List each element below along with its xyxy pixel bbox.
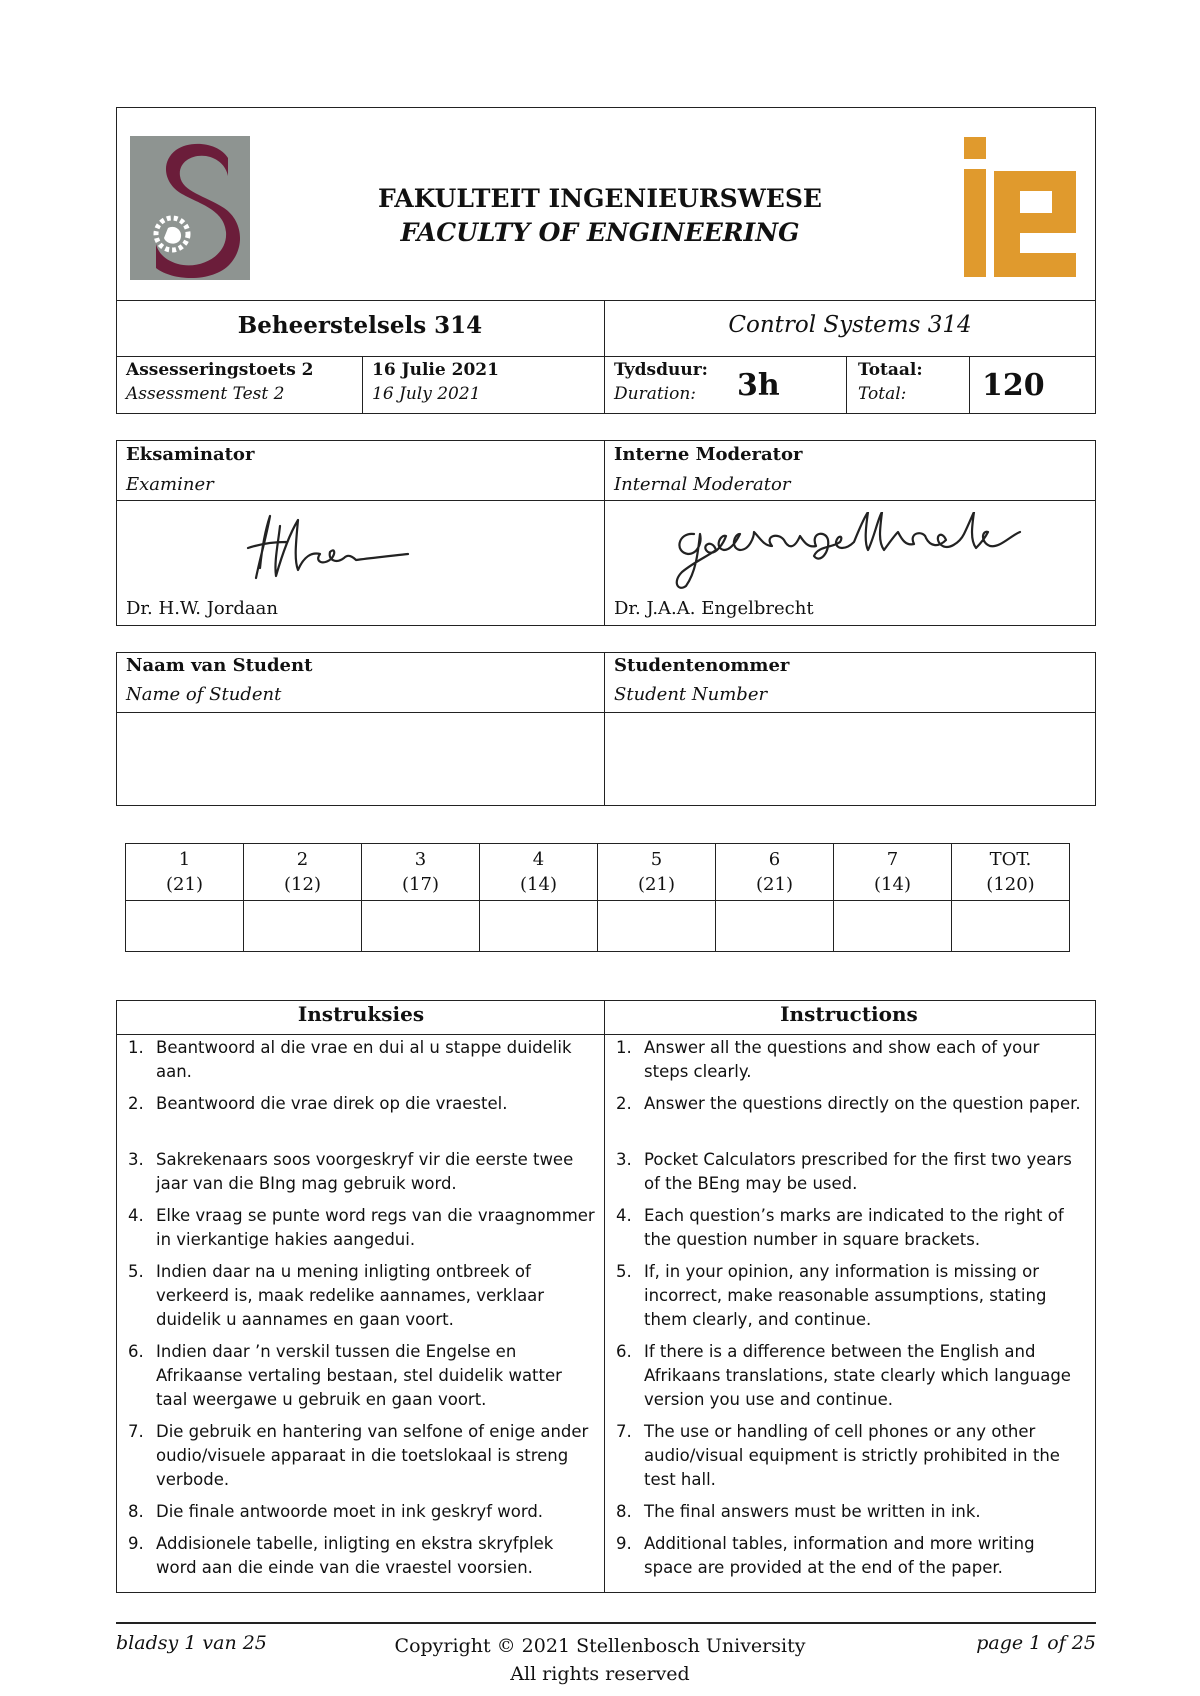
student-number-label-en: Student Number (614, 684, 768, 705)
course-title-af: Beheerstelsels 314 (237, 312, 483, 339)
instruction-item-en: 9. Additional tables, information and more writing space are provided at the end of the paper. (616, 1534, 1035, 1577)
instruction-item-en: 4. Each question’s marks are indicated to the right of the question number in square brackets. (616, 1206, 1064, 1249)
marks-entry-q1[interactable] (126, 901, 244, 952)
examiner-label-af: Eksaminator (126, 444, 255, 465)
marks-entry-row (126, 901, 1070, 952)
examiner-signature (240, 508, 410, 584)
instruction-item-en: 1. Answer all the questions and show each of your steps clearly. (616, 1038, 1040, 1081)
instructions-list-af (128, 1036, 598, 1588)
marks-entry-q4[interactable] (480, 901, 598, 952)
total-label-af: Totaal: (858, 360, 923, 380)
instruction-item-en: 3. Pocket Calculators prescribed for the first two years of the BEng may be used. (616, 1150, 1072, 1193)
marks-cell-total: TOT. (120) (952, 844, 1070, 901)
student-number-field[interactable] (606, 714, 1094, 804)
marks-entry-q6[interactable] (716, 901, 834, 952)
test-date-af: 16 Julie 2021 (372, 360, 499, 380)
instruction-item-af: 5. Indien daar na u mening inligting ontbreek of verkeerd is, maak redelike aannames, verklaar duidelik u aannames en gaan voort. (128, 1262, 545, 1329)
rights-line: All rights reserved (510, 1663, 690, 1685)
moderator-label-en: Internal Moderator (614, 474, 791, 495)
copyright-line: Copyright © 2021 Stellenbosch University (394, 1635, 806, 1657)
instruction-item-en: 8. The final answers must be written in ink. (616, 1502, 981, 1521)
marks-cell-q5: 5 (21) (598, 844, 716, 901)
duration-label-af: Tydsduur: (614, 360, 708, 380)
marks-cell-q3: 3 (17) (362, 844, 480, 901)
instruction-item-af: 9. Addisionele tabelle, inligting en ekstra skryfplek word aan die einde van die vraestel voorsien. (128, 1534, 554, 1577)
moderator-name: Dr. J.A.A. Engelbrecht (614, 598, 814, 619)
marks-cell-q6: 6 (21) (716, 844, 834, 901)
marks-cell-q1: 1 (21) (126, 844, 244, 901)
instruction-item-en: 2. Answer the questions directly on the question paper. (616, 1094, 1081, 1113)
moderator-signature (668, 512, 1028, 592)
faculty-title-af: FAKULTEIT INGENIEURSWESE (378, 184, 822, 213)
marks-entry-q2[interactable] (244, 901, 362, 952)
student-number-label-af: Studentenommer (614, 655, 790, 676)
footer-page-af: bladsy 1 van 25 (116, 1632, 267, 1654)
student-name-label-af: Naam van Student (126, 655, 313, 676)
instruction-item-en: 7. The use or handling of cell phones or any other audio/visual equipment is strictly prohibited in the test hall. (616, 1422, 1060, 1489)
marks-entry-total[interactable] (952, 901, 1070, 952)
marks-cell-q2: 2 (12) (244, 844, 362, 901)
instructions-heading-en: Instructions (780, 1002, 918, 1026)
marks-entry-q5[interactable] (598, 901, 716, 952)
marks-entry-q7[interactable] (834, 901, 952, 952)
marks-table (125, 843, 1070, 952)
footer-rule (116, 1622, 1096, 1624)
instruction-item-af: 1. Beantwoord al die vrae en dui al u stappe duidelik aan. (128, 1038, 572, 1081)
instruction-item-en: 6. If there is a difference between the English and Afrikaans translations, state clearly which language version you use and continue. (616, 1342, 1071, 1409)
course-title-en: Control Systems 314 (728, 312, 972, 338)
instructions-list-en (616, 1036, 1086, 1588)
examiner-name: Dr. H.W. Jordaan (126, 598, 278, 619)
faculty-title-en: FACULTY OF ENGINEERING (400, 218, 800, 247)
instruction-item-af: 3. Sakrekenaars soos voorgeskryf vir die eerste twee jaar van die BIng mag gebruik word. (128, 1150, 574, 1193)
student-name-label-en: Name of Student (126, 684, 282, 705)
footer-page-en: page 1 of 25 (976, 1632, 1096, 1654)
instruction-item-af: 4. Elke vraag se punte word regs van die vraagnommer in vierkantige hakies aangedui. (128, 1206, 595, 1249)
marks-cell-q7: 7 (14) (834, 844, 952, 901)
instructions-heading-af: Instruksies (297, 1002, 425, 1026)
test-date-en: 16 July 2021 (372, 384, 481, 404)
marks-header-row (126, 844, 1070, 901)
marks-cell-q4: 4 (14) (480, 844, 598, 901)
test-name-en: Assessment Test 2 (126, 384, 285, 404)
moderator-label-af: Interne Moderator (614, 444, 803, 465)
test-name-af: Assesseringstoets 2 (126, 360, 314, 380)
footer-copyright (300, 1632, 900, 1688)
duration-value: 3h (737, 368, 780, 403)
marks-entry-q3[interactable] (362, 901, 480, 952)
total-label-en: Total: (858, 384, 907, 404)
instruction-item-af: 8. Die finale antwoorde moet in ink geskryf word. (128, 1502, 544, 1521)
instruction-item-en: 5. If, in your opinion, any information is missing or incorrect, make reasonable assumptions, stating them clearly, and continue. (616, 1262, 1047, 1329)
instruction-item-af: 7. Die gebruik en hantering van selfone of enige ander oudio/visuele apparaat in die toetslokaal is streng verbode. (128, 1422, 589, 1489)
duration-label-en: Duration: (614, 384, 697, 404)
total-value: 120 (982, 368, 1045, 403)
examiner-label-en: Examiner (126, 474, 214, 495)
student-name-field[interactable] (118, 714, 602, 804)
instruction-item-af: 2. Beantwoord die vrae direk op die vraestel. (128, 1094, 508, 1113)
instruction-item-af: 6. Indien daar ’n verskil tussen die Engelse en Afrikaanse vertaling bestaan, stel duidelik watter taal weergawe u gebruik en gaan voort. (128, 1342, 562, 1409)
